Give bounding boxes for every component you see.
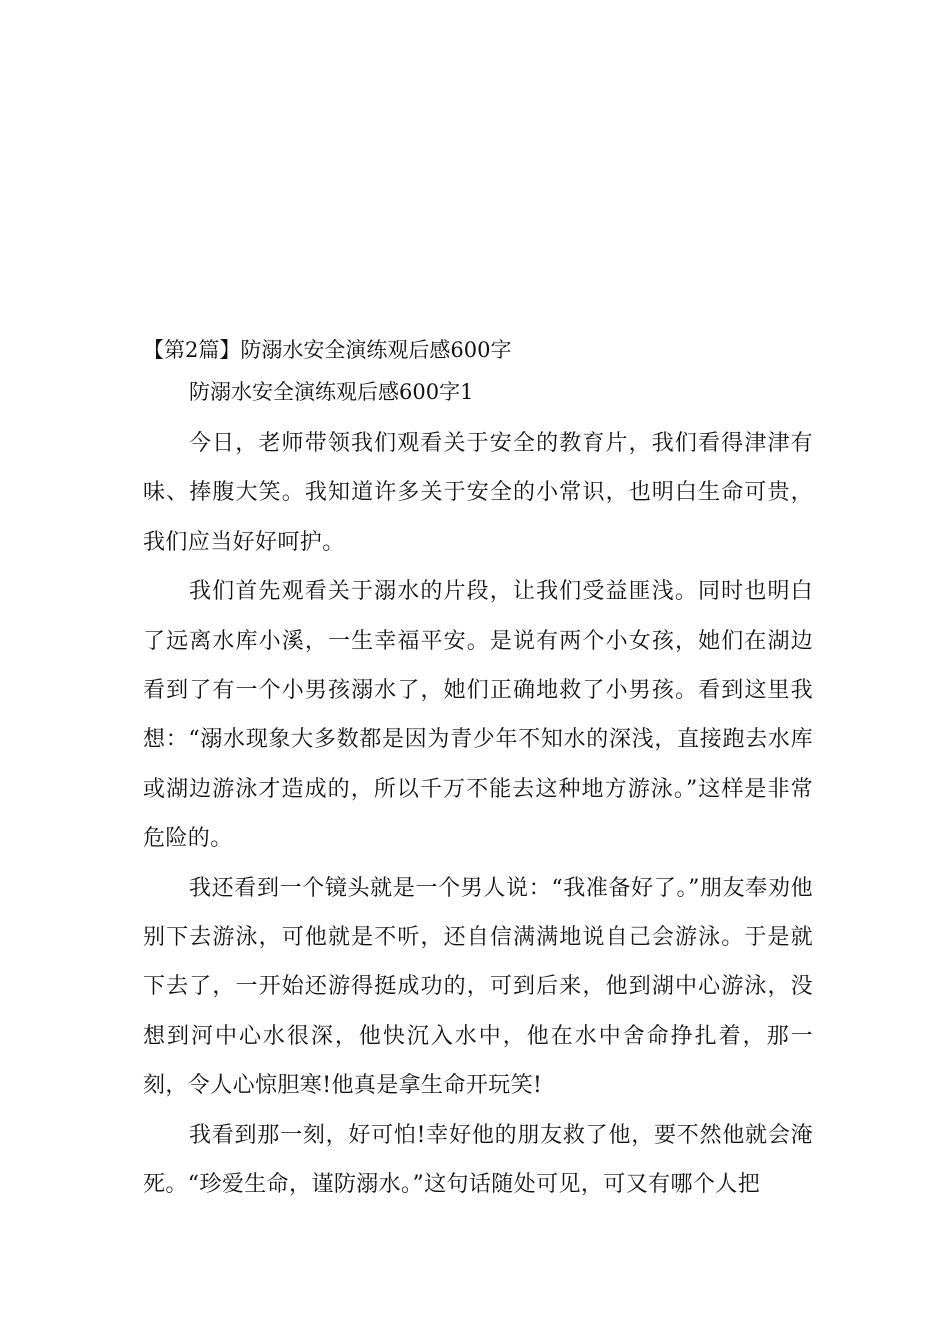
paragraph-3: 我还看到一个镜头就是一个男人说：“我准备好了。”朋友奉劝他别下去游泳，可他就是不听，还自信满满地说自己会游泳。于是就下去了，一开始还游得挺成功的，可到后来，他到湖中心游泳，没想到河中心水很深，他快沉入水中，他在水中舍命挣扎着，那一刻，令人心惊胆寒!他真是拿生命开玩笑! xyxy=(143,875,813,1099)
paragraph-2: 我们首先观看关于溺水的片段，让我们受益匪浅。同时也明白了远离水库小溪，一生幸福平安。是说有两个小女孩，她们在湖边看到了有一个小男孩溺水了，她们正确地救了小男孩。看到这里我想：“溺水现象大多数都是因为青少年不知水的深浅，直接跑去水库或湖边游泳才造成的，所以千万不能去这种地方游泳。”这样是非常危险的。 xyxy=(143,579,813,852)
paragraph-4: 我看到那一刻，好可怕!幸好他的朋友救了他，要不然他就会淹死。“珍爱生命，谨防溺水。”这句话随处可见，可又有哪个人把 xyxy=(143,1122,813,1198)
section-heading: 【第2篇】防溺水安全演练观后感600字 xyxy=(143,338,512,362)
paragraph-1: 今日，老师带领我们观看关于安全的教育片，我们看得津津有味、捧腹大笑。我知道许多关于安全的小常识，也明白生命可贵，我们应当好好呵护。 xyxy=(143,431,813,555)
document-body xyxy=(143,332,813,1210)
essay-title: 防溺水安全演练观后感600字1 xyxy=(189,380,474,404)
